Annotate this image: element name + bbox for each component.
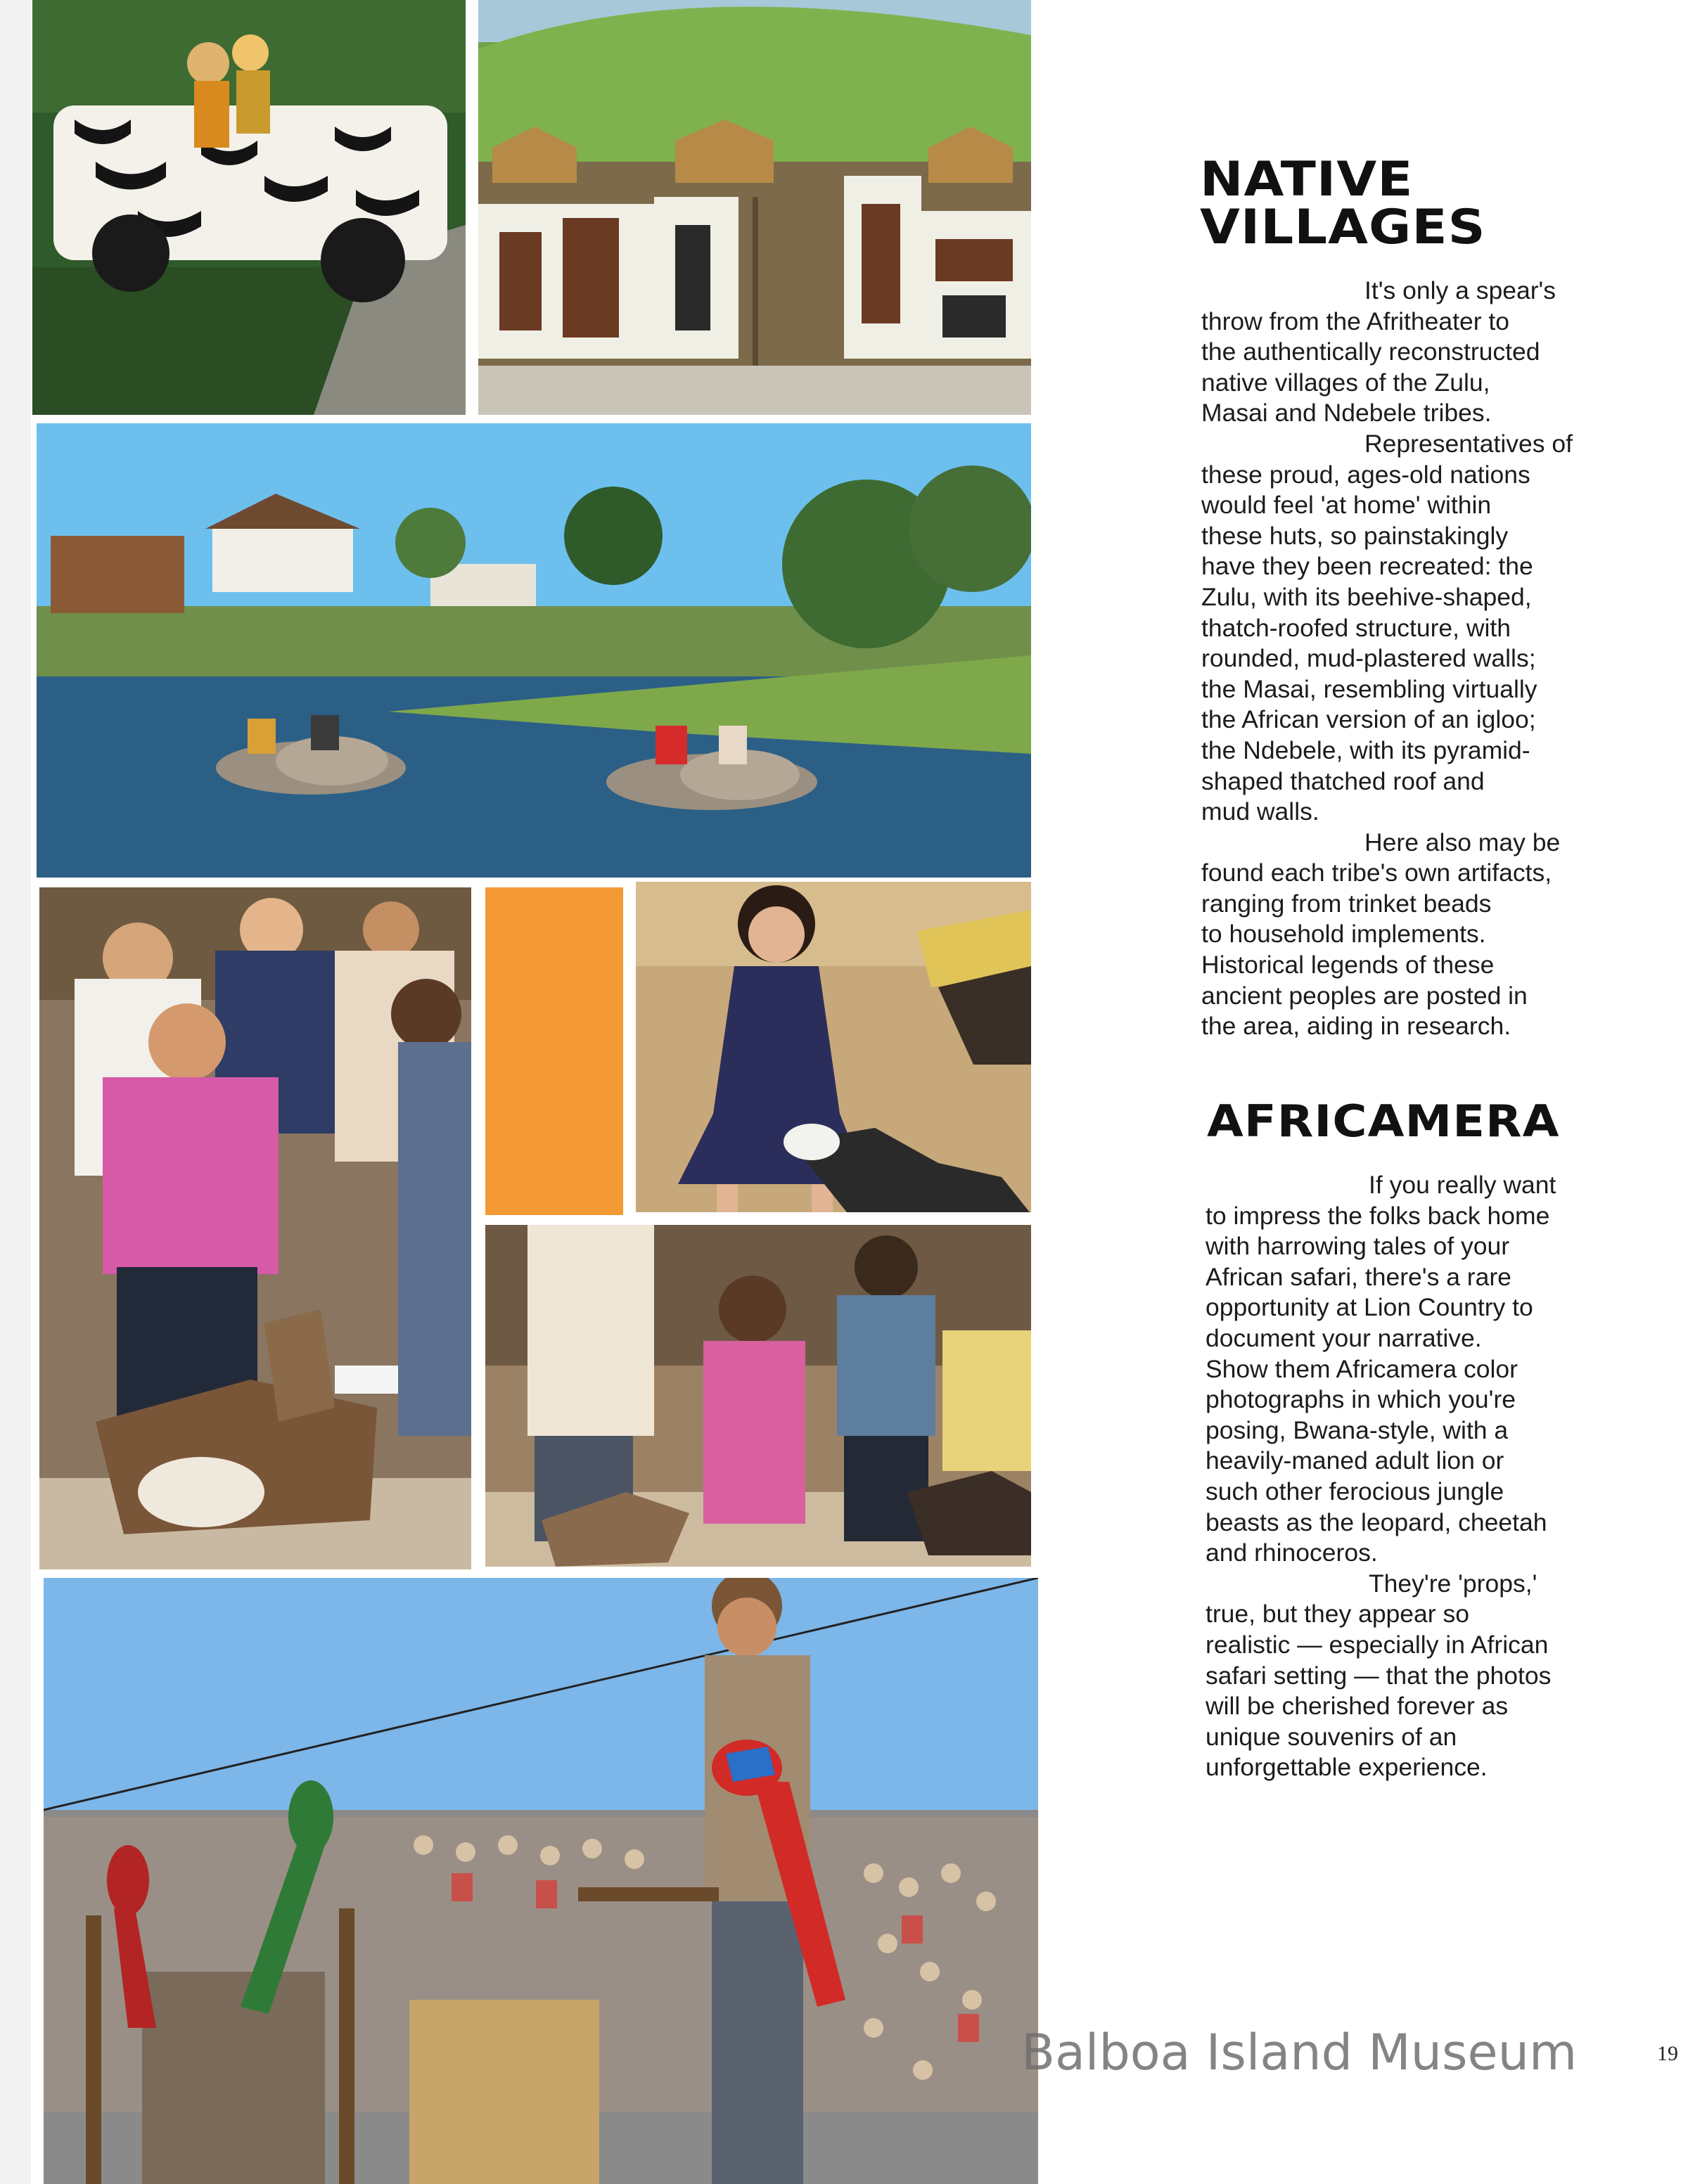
native-villages-heading-line1: NATIVE	[1200, 152, 1414, 207]
text-line: document your narrative.	[1206, 1323, 1482, 1352]
text-line: realistic — especially in African	[1206, 1630, 1549, 1659]
text-line: They're 'props,'	[1369, 1569, 1537, 1598]
text-line: thatch-roofed structure, with	[1201, 613, 1511, 642]
text-line: Show them Africamera color	[1206, 1354, 1518, 1383]
africamera-heading: AFRICAMERA	[1207, 1096, 1560, 1147]
museum-watermark: Balboa Island Museum	[1021, 2024, 1578, 2081]
text-line: would feel 'at home' within	[1201, 491, 1492, 520]
text-line: ancient peoples are posted in	[1201, 981, 1528, 1010]
page-number: 19	[1657, 2042, 1678, 2065]
text-line: with harrowing tales of your	[1206, 1232, 1510, 1261]
text-line: Zulu, with its beehive-shaped,	[1201, 582, 1532, 611]
orange-accent-block	[485, 887, 623, 1215]
text-line: ranging from trinket beads	[1201, 889, 1492, 918]
text-line: posing, Bwana-style, with a	[1206, 1415, 1509, 1444]
photo-girl-feeding-goat	[636, 882, 1031, 1212]
text-line: heavily-maned adult lion or	[1206, 1446, 1504, 1475]
native-villages-paragraph-3	[1201, 828, 1573, 1042]
text-line: African safari, there's a rare	[1206, 1262, 1511, 1291]
text-line: to impress the folks back home	[1206, 1201, 1550, 1230]
africamera-paragraph-1	[1206, 1170, 1556, 1569]
text-line: beasts as the leopard, cheetah	[1206, 1508, 1547, 1536]
photo-zebra-jeep-children	[32, 0, 466, 415]
text-line: the area, aiding in research.	[1201, 1012, 1511, 1041]
photo-hippo-boats-lagoon	[37, 423, 1031, 878]
text-line: and rhinoceros.	[1206, 1539, 1378, 1567]
text-line: such other ferocious jungle	[1206, 1477, 1504, 1505]
page-edge	[0, 0, 31, 2184]
photo-children-feeding-goats	[39, 887, 471, 1569]
africamera-paragraph-2	[1206, 1569, 1556, 1783]
text-line: true, but they appear so	[1206, 1600, 1469, 1629]
text-line: safari setting — that the photos	[1206, 1661, 1552, 1690]
native-villages-body	[1201, 276, 1573, 1042]
text-line: rounded, mud-plastered walls;	[1201, 644, 1536, 673]
text-line: these proud, ages-old nations	[1201, 460, 1530, 489]
africamera-body	[1206, 1170, 1556, 1783]
text-line: Masai and Ndebele tribes.	[1201, 399, 1492, 428]
text-line: photographs in which you're	[1206, 1385, 1516, 1414]
text-line: Historical legends of these	[1201, 951, 1495, 979]
photo-ndebele-village-gates	[478, 0, 1031, 415]
native-villages-paragraph-1	[1201, 276, 1573, 429]
text-line: unforgettable experience.	[1206, 1753, 1488, 1782]
native-villages-heading	[1200, 152, 1486, 255]
text-line: the authentically reconstructed	[1201, 338, 1540, 366]
text-line: throw from the Afritheater to	[1201, 307, 1510, 335]
text-line: mud walls.	[1201, 797, 1319, 826]
text-line: Representatives of	[1364, 429, 1573, 458]
text-line: found each tribe's own artifacts,	[1201, 859, 1552, 887]
text-line: the African version of an igloo;	[1201, 705, 1536, 734]
photo-boy-pink-shirt-petting	[485, 1225, 1031, 1567]
text-line: If you really want	[1369, 1171, 1556, 1199]
text-line: It's only a spear's	[1364, 276, 1556, 304]
text-line: to household implements.	[1201, 920, 1486, 949]
text-line: will be cherished forever as	[1206, 1692, 1509, 1721]
photo-macaw-show-amphitheater	[44, 1578, 1038, 2184]
text-line: have they been recreated: the	[1201, 552, 1533, 581]
native-villages-heading-line2: VILLAGES	[1200, 200, 1486, 255]
text-line: these huts, so painstakingly	[1201, 521, 1509, 550]
text-line: opportunity at Lion Country to	[1206, 1293, 1533, 1322]
text-line: shaped thatched roof and	[1201, 766, 1485, 795]
text-line: the Masai, resembling virtually	[1201, 674, 1537, 703]
native-villages-paragraph-2	[1201, 429, 1573, 828]
text-line: the Ndebele, with its pyramid-	[1201, 736, 1530, 764]
text-line: native villages of the Zulu,	[1201, 368, 1490, 397]
text-line: Here also may be	[1364, 828, 1561, 856]
text-line: unique souvenirs of an	[1206, 1722, 1457, 1751]
